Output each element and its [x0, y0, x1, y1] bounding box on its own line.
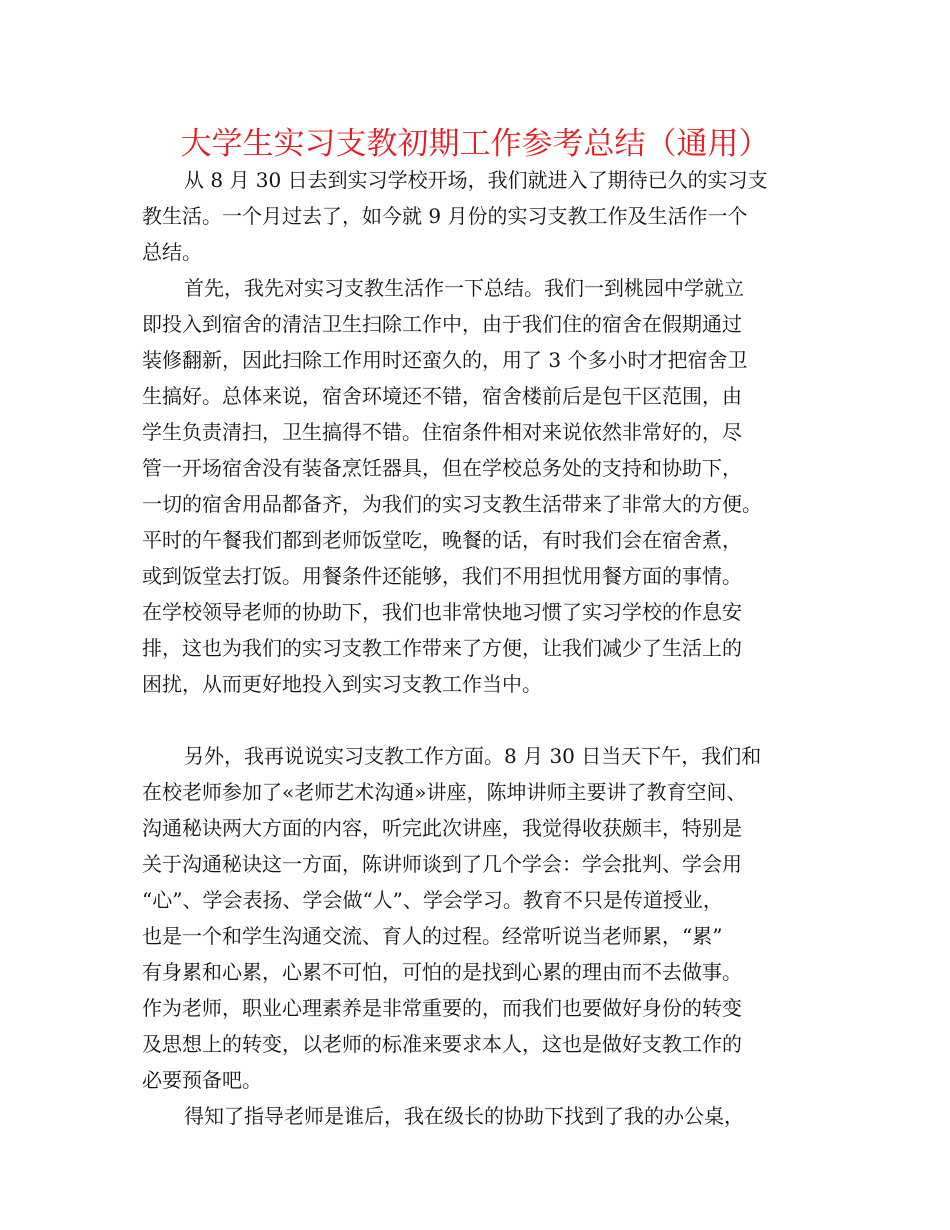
text-line: 一切的宿舍用品都备齐，为我们的实习支教生活带来了非常大的方便。: [142, 492, 762, 516]
paragraph-2: [142, 270, 818, 738]
text-line: 作为老师，职业心理素养是非常重要的，而我们也要做好身份的转变: [142, 996, 742, 1020]
text-line: 排，这也为我们的实习支教工作带来了方便，让我们减少了生活上的: [142, 636, 742, 660]
paragraph-4: [142, 1098, 818, 1134]
text-line: 得知了指导老师是谁后，我在级长的协助下找到了我的办公桌，: [184, 1104, 744, 1128]
text-line: 即投入到宿舍的清洁卫生扫除工作中，由于我们住的宿舍在假期通过: [142, 312, 742, 336]
paragraph-3: [142, 738, 818, 1098]
document-title: 大学生实习支教初期工作参考总结（通用）: [180, 126, 770, 162]
text-line: 管一开场宿舍没有装备烹饪器具，但在学校总务处的支持和协助下，: [142, 456, 742, 480]
text-line: 平时的午餐我们都到老师饭堂吃，晚餐的话，有时我们会在宿舍煮，: [142, 528, 742, 552]
text-line: 总结。: [142, 240, 202, 264]
text-line: 从 8 月 30 日去到实习学校开场，我们就进入了期待已久的实习支: [184, 168, 768, 192]
text-line: 另外，我再说说实习支教工作方面。8 月 30 日当天下午，我们和: [184, 744, 762, 768]
text-line: 困扰，从而更好地投入到实习支教工作当中。: [142, 672, 542, 696]
text-line: 教生活。一个月过去了，如今就 9 月份的实习支教工作及生活作一个: [142, 204, 748, 228]
text-line: 必要预备吧。: [142, 1068, 262, 1092]
text-line: 在校老师参加了«老师艺术沟通»讲座，陈坤讲师主要讲了教育空间、: [142, 780, 747, 804]
text-line: 关于沟通秘诀这一方面，陈讲师谈到了几个学会：学会批判、学会用: [142, 852, 742, 876]
text-line: 有身累和心累，心累不可怕，可怕的是找到心累的理由而不去做事。: [142, 960, 742, 984]
text-line: “心”、学会表扬、学会做“人”、学会学习。教育不只是传道授业，: [142, 888, 723, 912]
text-line: 及思想上的转变，以老师的标准来要求本人，这也是做好支教工作的: [142, 1032, 742, 1056]
text-line: 也是一个和学生沟通交流、育人的过程。经常听说当老师累，“累”: [142, 924, 723, 948]
paragraph-1: [142, 162, 818, 270]
text-line: 沟通秘诀两大方面的内容，听完此次讲座，我觉得收获颇丰，特别是: [142, 816, 742, 840]
text-line: 生搞好。总体来说，宿舍环境还不错，宿舍楼前后是包干区范围，由: [142, 384, 742, 408]
text-line: 在学校领导老师的协助下，我们也非常快地习惯了实习学校的作息安: [142, 600, 742, 624]
text-line: 学生负责清扫，卫生搞得不错。住宿条件相对来说依然非常好的，尽: [142, 420, 742, 444]
text-line: 首先，我先对实习支教生活作一下总结。我们一到桃园中学就立: [184, 276, 744, 300]
text-line: [142, 702, 818, 738]
text-line: 装修翻新，因此扫除工作用时还蛮久的，用了 3 个多小时才把宿舍卫: [142, 348, 748, 372]
document-body: [142, 162, 818, 1134]
text-line: 或到饭堂去打饭。用餐条件还能够，我们不用担忧用餐方面的事情。: [142, 564, 742, 588]
